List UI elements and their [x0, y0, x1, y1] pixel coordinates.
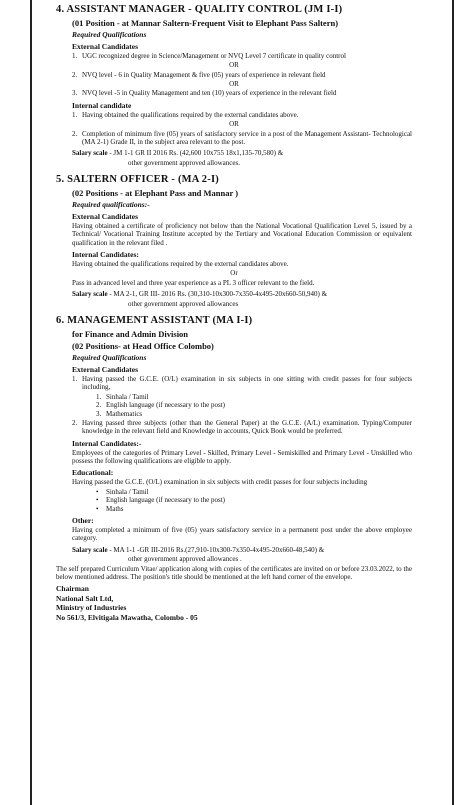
salary-value: - MA 2-1, GR III- 2016 Rs. (30,310-10x300-7x350-4x495-20x660-50,940) &: [109, 290, 328, 299]
list-item: 2. NVQ level - 6 in Quality Management & five (05) years of experience in relevant field: [72, 71, 412, 79]
list-item: 2. Completion of minimum five (05) years of satisfactory service in a post of the Management Assistant- Technological (MA 2-1) Grade II, in the subject area relevant to the post.: [72, 129, 412, 146]
section-4-external-heading: External Candidates: [72, 41, 139, 51]
list-item: 1. Having obtained the qualifications required by the external candidates above.: [72, 111, 412, 119]
section-5-required: Required qualifications:-: [72, 199, 150, 209]
sub-list-item-text: English language (if necessary to the post): [106, 401, 225, 410]
list-item-text: UGC recognized degree in Science/Management or NVQ Level 7 certificate in quality control: [82, 51, 346, 60]
section-6-positions: (02 Positions- at Head Office Colombo): [72, 340, 214, 351]
or-divider: OR: [229, 79, 239, 88]
bullet-item-text: Maths: [106, 504, 124, 513]
section-5-positions: (02 Positions - at Elephant Pass and Mannar ): [72, 187, 239, 198]
footer-line: National Salt Ltd,: [56, 593, 114, 603]
salary-value: - MA 1-1 -GR III-2016 Rs.(27,910-10x300-7x350-4x495-20x660-48,540) &: [109, 545, 325, 554]
list-item: 2. Having passed three subjects (other than the General Paper) at the G.C.E. (A/L) examination. Typing/Computer knowledge in the relevant field and Knowledge in accounts, Quick Book would be preferred.: [72, 418, 412, 436]
section-4-salary-allowances: other government approved allowances.: [128, 158, 240, 167]
bullet-item-text: English language (if necessary to the post): [106, 496, 225, 505]
section-5-internal-text-2: Pass in advanced level and three year experience as a PL 3 officer relevant to the field.: [72, 278, 315, 287]
section-4-title: 4. ASSISTANT MANAGER - QUALITY CONTROL (JM I-I): [56, 4, 343, 15]
section-5-salary: [72, 290, 412, 298]
footer-line: No 561/3, Elvitigala Mawatha, Colombo - 05: [56, 612, 198, 622]
section-6-salary-allowances: other government approved allowances .: [128, 555, 242, 564]
or-divider: OR: [229, 120, 239, 129]
section-6-educational-text: Having passed the G.C.E. (O/L) examination in six subjects with credit passes for four subjects including: [72, 478, 368, 487]
list-item-text: NVQ level - 6 in Quality Management & five (05) years of experience in relevant field: [82, 70, 326, 79]
section-4-internal-heading: Internal candidate: [72, 100, 132, 110]
section-6-other-heading: Other:: [72, 516, 94, 526]
or-divider: Or: [230, 269, 238, 278]
section-6-required: Required Qualifications: [72, 352, 147, 362]
section-6-salary: [72, 546, 412, 554]
or-divider: OR: [229, 61, 239, 70]
list-item-text: Having obtained the qualifications required by the external candidates above.: [82, 110, 299, 119]
list-item: 1. UGC recognized degree in Science/Management or NVQ Level 7 certificate in quality control: [72, 52, 412, 60]
section-6-external-heading: External Candidates: [72, 364, 139, 374]
section-4-salary: [72, 149, 412, 157]
section-6-internal-heading: Internal Candidates:-: [72, 438, 142, 448]
bullet-item-text: Sinhala / Tamil: [106, 487, 149, 496]
footer-line: Ministry of Industries: [56, 603, 127, 613]
section-5-title: 5. SALTERN OFFICER - (MA 2-I): [56, 174, 219, 186]
bullet-item: • Sinhala / Tamil: [96, 487, 149, 496]
document-content: [56, 4, 412, 622]
section-5-external-text: Having obtained a certificate of proficiency not below than the National Vocational Qualification Level 5, issued by a Technical/ Vocational Training Institute accepted by the Tertiary and Vocational Education Commission or equivalent qualification in the relevant filed .: [72, 221, 412, 247]
section-6-internal-text: Employees of the categories of Primary Level - Skilled, Primary Level - Semiskilled and Primary Level - Unskilled who possess the following qualifications are eligible to apply.: [72, 448, 412, 466]
salary-label: Salary scale: [72, 149, 108, 158]
closing-paragraph: The self prepared Curriculum Vitae/ application along with copies of the certificates are invited on or before 23.03.2022, to the below mentioned address. The position's title should be mentioned at the left hand corner of the envelope.: [56, 564, 412, 581]
section-5-internal-text: Having obtained the qualifications required by the external candidates above.: [72, 260, 289, 269]
section-5-external-heading: External Candidates: [72, 211, 139, 221]
footer-address: [56, 584, 412, 622]
section-5-salary-allowances: other government approved allowances: [128, 299, 239, 308]
salary-label: Salary scale: [72, 290, 108, 299]
section-6-other-text: Having completed a minimum of five (05) years satisfactory service in a permanent post under the above employee category.: [72, 526, 412, 543]
list-item-text: Completion of minimum five (05) years of satisfactory service in a post of the Management Assistant- Technological (MA 2-1) Grade II, in the subject area relevant to the post.: [82, 129, 412, 146]
list-item-text: Having passed the G.C.E. (O/L) examination in six subjects in one sitting with credit passes for four subjects including,: [82, 374, 412, 392]
section-4-positions: (01 Position - at Mannar Saltern-Frequent Visit to Elephant Pass Saltern): [72, 17, 339, 28]
section-6-educational-heading: Educational:: [72, 468, 114, 478]
sub-list-item: 3. Mathematics: [96, 409, 143, 418]
sub-list-item: 2. English language (if necessary to the post): [96, 401, 225, 410]
section-5-internal-heading: Internal Candidates:: [72, 250, 139, 260]
bullet-item: • Maths: [96, 504, 124, 513]
list-item-text: Having passed three subjects (other than the General Paper) at the G.C.E. (A/L) examination. Typing/Computer knowledge in the relevant field and Knowledge in accounts, Quick Book would be preferred.: [82, 418, 412, 436]
sub-list-item: 1. Sinhala / Tamil: [96, 392, 149, 401]
salary-value: - JM 1-1 GR II 2016 Rs. (42,600 10x755 18x1,135-70,580) &: [109, 149, 284, 158]
section-6-title: 6. MANAGEMENT ASSISTANT (MA I-I): [56, 314, 253, 326]
list-item-text: NVQ level -5 in Quality Management and ten (10) years of experience in the relevant field: [82, 89, 337, 98]
section-4-required: Required Qualifications: [72, 29, 147, 39]
sub-list-item-text: Sinhala / Tamil: [106, 392, 149, 401]
salary-label: Salary scale: [72, 545, 108, 554]
list-item: 1. Having passed the G.C.E. (O/L) examination in six subjects in one sitting with credit passes for four subjects including,: [72, 374, 412, 392]
footer-line: Chairman: [56, 584, 89, 594]
section-6-division: for Finance and Admin Division: [72, 328, 189, 339]
sub-list-item-text: Mathematics: [106, 409, 143, 418]
list-item: 3. NVQ level -5 in Quality Management and ten (10) years of experience in the relevant field: [72, 89, 412, 97]
bullet-item: • English language (if necessary to the post): [96, 496, 225, 505]
